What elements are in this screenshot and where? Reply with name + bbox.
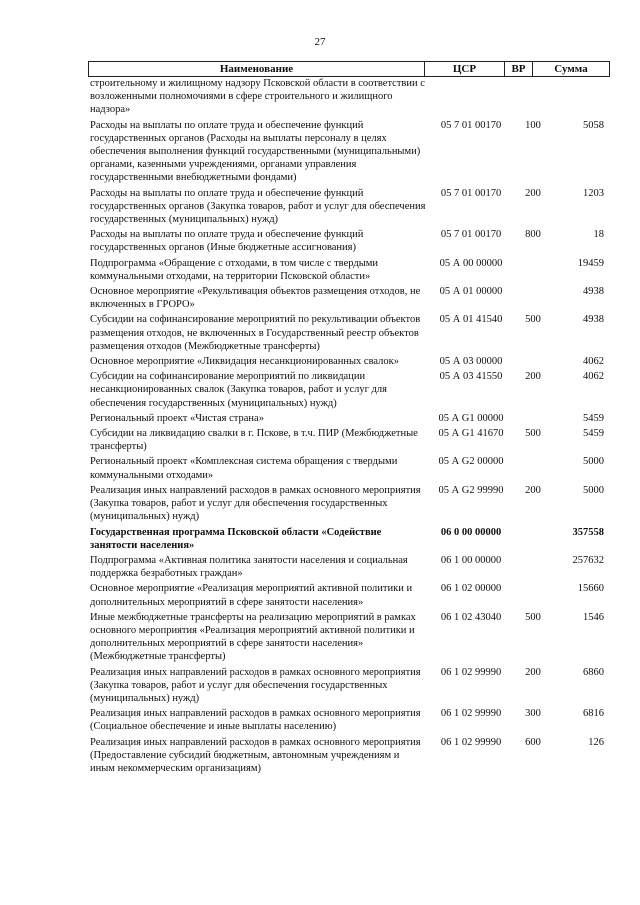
header-vr: ВР [505,62,533,76]
row-vr: 200 [525,666,541,678]
row-name: Реализация иных направлений расходов в рамках основного мероприятия (Закупка товаров, работ и услуг для обеспечения государственных (муниципальных) нужд) [90,484,421,523]
row-name: Реализация иных направлений расходов в рамках основного мероприятия (Социальное обеспечение и иные выплаты населению) [90,708,421,733]
row-vr: 600 [525,736,541,748]
table-row [90,484,608,524]
row-name: Расходы на выплаты по оплате труда и обеспечение функций государственных органов (Иные бюджетные ассигнования) [90,229,364,254]
row-name: Региональный проект «Комплексная система обращения с твердыми коммунальными отходами» [90,456,398,481]
row-csr: 06 1 02 99990 [440,736,502,748]
header-name: Наименование [89,62,425,76]
row-name: Иные межбюджетные трансферты на реализацию мероприятий в рамках основного мероприятия «Реализация мероприятий активной политики и дополнительных мероприятий в сфере занятости населения» (Межбюджетные трансферты) [90,611,416,663]
row-csr: 06 1 02 43040 [440,611,502,623]
row-sum: 4938 [583,286,604,298]
row-name: Расходы на выплаты по оплате труда и обеспечение функций государственных органов (Закупка товаров, работ и услуг для обеспечения государственных (муниципальных) нужд) [90,187,426,226]
table-row [90,187,608,227]
row-sum: 126 [588,736,604,748]
row-name: Основное мероприятие «Ликвидация несанкционированных свалок» [90,356,399,368]
row-csr: 05 7 01 00170 [440,119,502,131]
header-csr: ЦСР [425,62,505,76]
table-row [90,582,608,608]
table-row [90,412,608,425]
row-sum: 5459 [583,412,604,424]
table-body [90,77,608,777]
table-row [90,455,608,481]
row-vr: 500 [525,428,541,440]
row-sum: 5000 [583,484,604,496]
row-csr: 06 0 00 00000 [440,526,502,538]
row-sum: 4062 [583,371,604,383]
table-row [90,119,608,185]
row-vr: 800 [525,229,541,241]
row-csr: 05 7 01 00170 [440,187,502,199]
row-sum: 6816 [583,708,604,720]
row-csr: 05 А G2 00000 [438,456,504,468]
table-row [90,355,608,368]
row-sum: 4062 [583,356,604,368]
row-sum: 1546 [583,611,604,623]
row-csr [432,77,510,117]
row-sum: 5058 [583,119,604,131]
table-row [90,666,608,706]
row-csr: 05 А 03 00000 [439,356,503,368]
row-csr: 05 А 00 00000 [439,257,503,269]
row-csr: 05 А 01 00000 [439,286,503,298]
row-name: Расходы на выплаты по оплате труда и обеспечение функций государственных органов (Расходы на выплаты персоналу в целях обеспечения выполнения функций государственными (муниципальными) органами, казенными учреждениями, органами управления государственными внебюджетными фондами) [90,119,421,184]
row-name: Субсидии на ликвидацию свалки в г. Пскове, в т.ч. ПИР (Межбюджетные трансферты) [90,428,418,453]
table-row [90,707,608,733]
table-row [90,370,608,410]
table-row [90,427,608,453]
row-name: Основное мероприятие «Реализация мероприятий активной политики и дополнительных мероприятий в сфере занятости населения» [90,583,413,608]
row-name: Государственная программа Псковской области «Содействие занятости населения» [90,526,382,551]
row-vr [510,554,556,580]
row-name: Субсидии на софинансирование мероприятий по рекультивации объектов размещения отходов, не включенных в Государственный реестр объектов размещения отходов (Межбюджетные трансферты) [90,314,421,352]
row-csr: 05 А 03 41550 [439,371,503,383]
row-vr: 300 [525,708,541,720]
row-vr: 500 [525,314,541,326]
row-sum: 6860 [583,666,604,678]
table-row [90,526,608,552]
row-vr [510,412,556,425]
table-row [90,313,608,353]
row-sum: 4938 [583,314,604,326]
table-row [90,736,608,776]
table-row [90,554,608,580]
row-vr [510,355,556,368]
row-vr [510,77,556,117]
row-name: Реализация иных направлений расходов в рамках основного мероприятия (Предоставление субсидий бюджетным, автономным учреждениям и иным некоммерческим организациям) [90,736,421,774]
row-sum: 1203 [583,187,604,199]
row-name: Субсидии на софинансирование мероприятий по ликвидации несанкционированных свалок (Закупка товаров, работ и услуг для обеспечения государственных (муниципальных) нужд) [90,371,387,409]
row-csr: 06 1 02 99990 [440,666,502,678]
row-vr [510,257,556,283]
row-vr [510,526,556,552]
row-csr: 06 1 00 00000 [440,554,502,566]
row-name: Подпрограмма «Активная политика занятости населения и социальная поддержка безработных граждан» [90,554,408,580]
row-sum: 5459 [583,428,604,440]
table-row [90,257,608,283]
row-vr [510,582,556,608]
row-vr [510,455,556,481]
row-sum: 257632 [572,554,604,566]
row-csr: 05 А G1 41670 [438,428,504,440]
row-csr: 06 1 02 00000 [440,583,502,595]
row-name: Региональный проект «Чистая страна» [90,412,264,424]
row-name: Подпрограмма «Обращение с отходами, в том числе с твердыми коммунальными отходами, на территории Псковской области» [90,257,379,282]
table-row [90,285,608,311]
row-csr: 05 А 01 41540 [439,314,503,326]
row-csr: 05 А G2 99990 [438,484,504,496]
row-sum: 18 [593,229,604,241]
row-sum: 5000 [583,456,604,468]
row-csr: 05 А G1 00000 [438,412,504,424]
row-sum: 357558 [572,526,604,538]
table-row [90,611,608,664]
row-vr: 200 [525,484,541,496]
row-csr: 05 7 01 00170 [440,229,502,241]
row-csr: 06 1 02 99990 [440,708,502,720]
row-vr: 200 [525,187,541,199]
row-sum: 15660 [577,583,604,595]
row-name: Основное мероприятие «Рекультивация объектов размещения отходов, не включенных в ГРОРО» [90,286,421,311]
row-vr: 100 [525,119,541,131]
row-name: Реализация иных направлений расходов в рамках основного мероприятия (Закупка товаров, работ и услуг для обеспечения государственных (муниципальных) нужд) [90,666,421,704]
row-sum: 19459 [577,257,604,269]
row-vr: 500 [525,611,541,623]
page-number: 27 [314,36,326,48]
row-sum [556,77,608,117]
row-name: строительному и жилищному надзору Псковской области в соответствии с возложенными полномочиями в сфере строительного и жилищного надзора» [90,78,425,116]
table-header [88,61,610,77]
row-vr: 200 [525,371,541,383]
table-row [90,77,608,117]
table-row [90,228,608,254]
row-vr [510,285,556,311]
header-sum: Сумма [554,63,588,75]
